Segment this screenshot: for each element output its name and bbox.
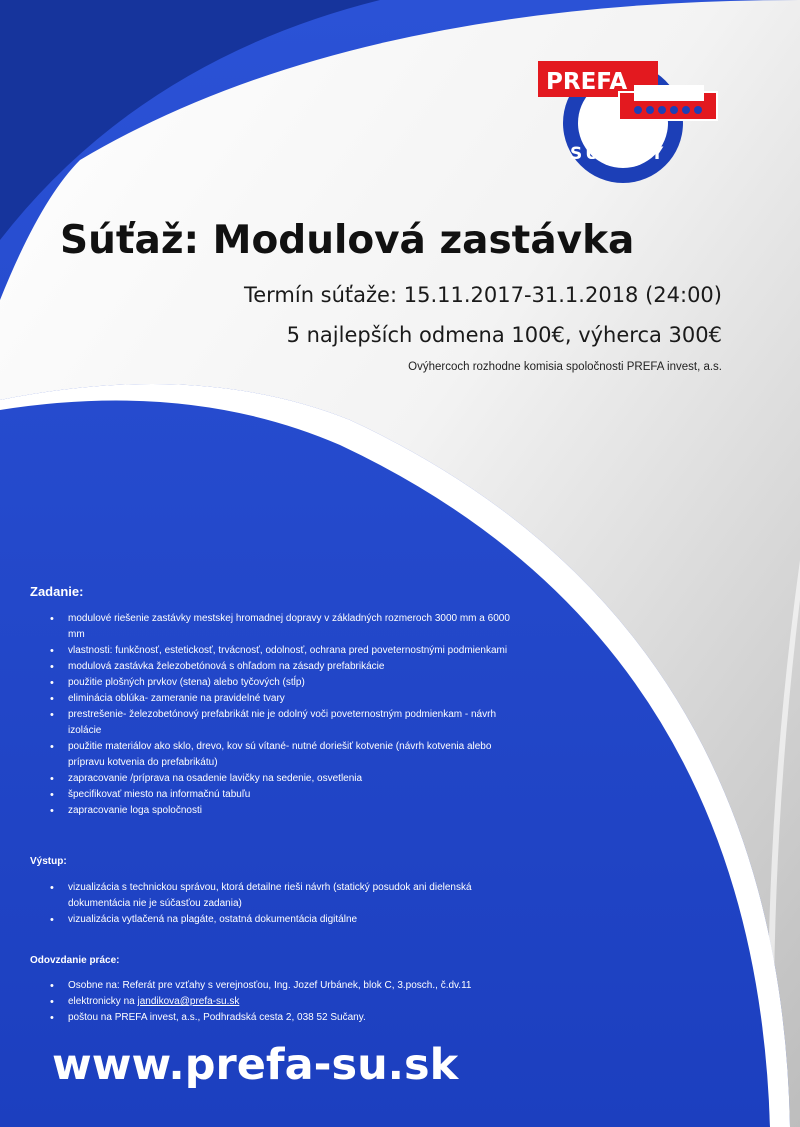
zadanie-list <box>40 611 510 819</box>
zadanie-title: Zadanie: <box>30 584 84 599</box>
list-item: • prestrešenie- železobetónový prefabrikát nie je odolný voči poveternostným podmienkam - návrh izolácie <box>40 707 510 739</box>
list-item: • vlastnosti: funkčnosť, estetickosť, trvácnosť, odolnosť, ochrana pred poveternostnými podmienkami <box>40 643 510 659</box>
list-item: • použitie materiálov ako sklo, drevo, kov sú vítané- nutné doriešiť kotvenie (návrh kotvenia alebo prípravu kotvenia do prefabrikátu) <box>40 739 510 771</box>
list-item: • poštou na PREFA invest, a.s., Podhradská cesta 2, 038 52 Sučany. <box>40 1010 510 1026</box>
odovzdanie-list <box>40 978 510 1026</box>
list-item <box>40 994 510 1010</box>
prefa-sucany-logo <box>538 55 728 195</box>
list-item: • vizualizácia s technickou správou, ktorá detailne rieši návrh (statický posudok ani dielenská dokumentácia nie je súčasťou zadania) <box>40 880 510 912</box>
prize-info: 5 najlepších odmena 100€, výherca 300€ <box>286 323 722 347</box>
list-item: • špecifikovať miesto na informačnú tabuľu <box>40 787 510 803</box>
jury-note: Ovýhercoch rozhodne komisia spoločnosti PREFA invest, a.s. <box>408 361 722 373</box>
list-item: • Osobne na: Referát pre vzťahy s verejnosťou, Ing. Jozef Urbánek, blok C, 3.posch., č.dv.11 <box>40 978 510 994</box>
logo-bottom-text: SUČANY <box>570 144 667 164</box>
competition-term: Termín súťaže: 15.11.2017-31.1.2018 (24:00) <box>243 283 722 307</box>
email-link[interactable]: jandikova@prefa-su.sk <box>137 996 240 1007</box>
email-prefix: elektronicky na <box>68 996 138 1007</box>
logo-top-text: PREFA <box>546 69 628 95</box>
list-item: • vizualizácia vytlačená na plagáte, ostatná dokumentácia digitálne <box>40 912 510 928</box>
vystup-title: Výstup: <box>30 856 67 867</box>
list-item: • eliminácia oblúka- zameranie na pravidelné tvary <box>40 691 510 707</box>
page-title: Súťaž: Modulová zastávka <box>60 218 635 263</box>
list-item: • modulová zastávka železobetónová s ohľadom na zásady prefabrikácie <box>40 659 510 675</box>
list-item: • zapracovanie /príprava na osadenie lavičky na sedenie, osvetlenia <box>40 771 510 787</box>
vystup-list <box>40 880 510 928</box>
list-item: • zapracovanie loga spoločnosti <box>40 803 510 819</box>
list-item: • modulové riešenie zastávky mestskej hromadnej dopravy v základných rozmeroch 3000 mm a 6000 mm <box>40 611 510 643</box>
list-item: • použitie plošných prvkov (stena) alebo tyčových (stĺp) <box>40 675 510 691</box>
odovzdanie-title: Odovzdanie práce: <box>30 955 120 966</box>
website-url[interactable]: www.prefa-su.sk <box>52 1040 459 1090</box>
